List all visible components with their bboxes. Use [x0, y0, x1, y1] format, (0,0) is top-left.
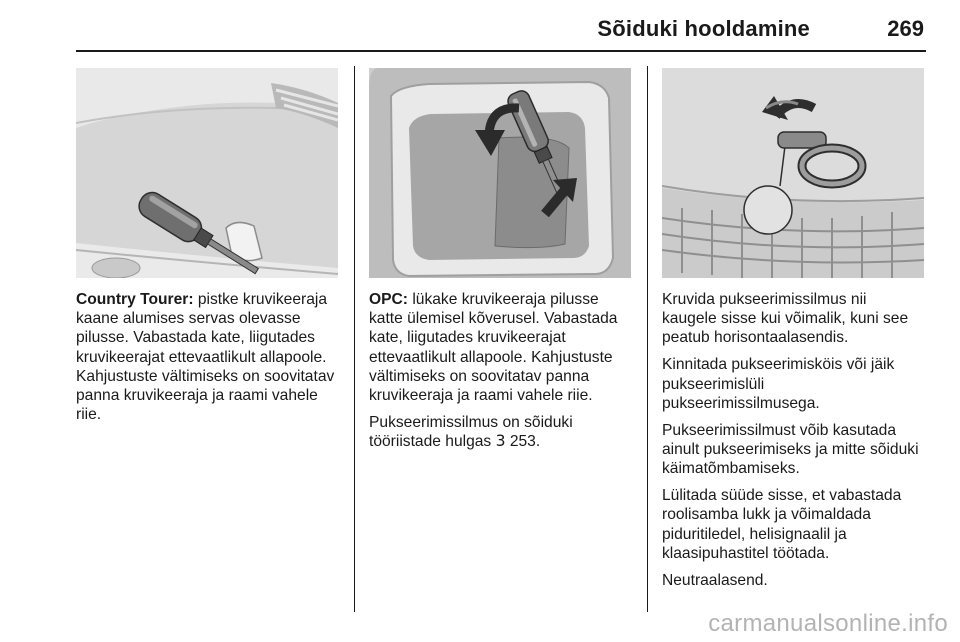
paragraph: Country Tourer: pistke kruvikeeraja kaane alumises servas olevasse pilusse. Vabastada kate, liigutades kruvikeerajat ettevaatlikult allapoole. Kahjustuste vältimiseks on soovitatav panna kruvikeeraja ja raami vahele riie.	[76, 291, 335, 424]
page-number: 269	[887, 16, 924, 41]
figure-country-tourer	[76, 68, 338, 278]
page-reference-icon: 3	[495, 432, 506, 451]
paragraph: Pukseerimissilmus on sõiduki tööriistade hulgas 3 253.	[369, 414, 573, 451]
paragraph: Kinnitada pukseerimisköis või jäik pukseerimislüli pukseerimissilmusega.	[662, 356, 895, 412]
figure-towing-eye	[662, 68, 924, 278]
text-column-2	[369, 290, 643, 459]
column-divider-1	[354, 66, 355, 612]
text-column-3	[662, 290, 952, 598]
lead-label: OPC:	[369, 291, 408, 308]
screwdriver-cover-front-icon	[76, 68, 338, 278]
paragraph: Pukseerimissilmust võib kasutada ainult pukseerimiseks ja mitte sõiduki käimatõmbamiseks.	[662, 421, 919, 478]
paragraph: Neutraalasend.	[662, 571, 768, 589]
towing-eye-install-icon	[662, 68, 924, 278]
lead-label: Country Tourer:	[76, 291, 194, 308]
column-divider-2	[647, 66, 648, 612]
watermark: carmanualsonline.info	[708, 610, 948, 637]
header-rule	[76, 50, 926, 52]
screwdriver-cover-opc-icon	[369, 68, 631, 278]
text-column-1	[76, 290, 350, 432]
page-reference-link[interactable]: 3 253.	[495, 432, 541, 451]
paragraph: Lülitada süüde sisse, et vabastada roolisamba lukk ja võimaldada piduritiledel, helisignaalil ja klaasipuhastitel töötada.	[662, 487, 902, 562]
paragraph: Kruvida pukseerimissilmus nii kaugele sisse kui võimalik, kuni see peatub horisontaalasendis.	[662, 291, 909, 347]
section-title: Sõiduki hooldamine	[597, 16, 810, 41]
paragraph: OPC: lükake kruvikeeraja pilusse katte ülemisel kõverusel. Vabastada kate, liigutades kruvikeerajat ettevaatlikult allapoole. Kahjustuste vältimiseks on soovitatav panna kruvikeeraja ja raami vahele riie.	[369, 291, 618, 405]
figure-opc	[369, 68, 631, 278]
